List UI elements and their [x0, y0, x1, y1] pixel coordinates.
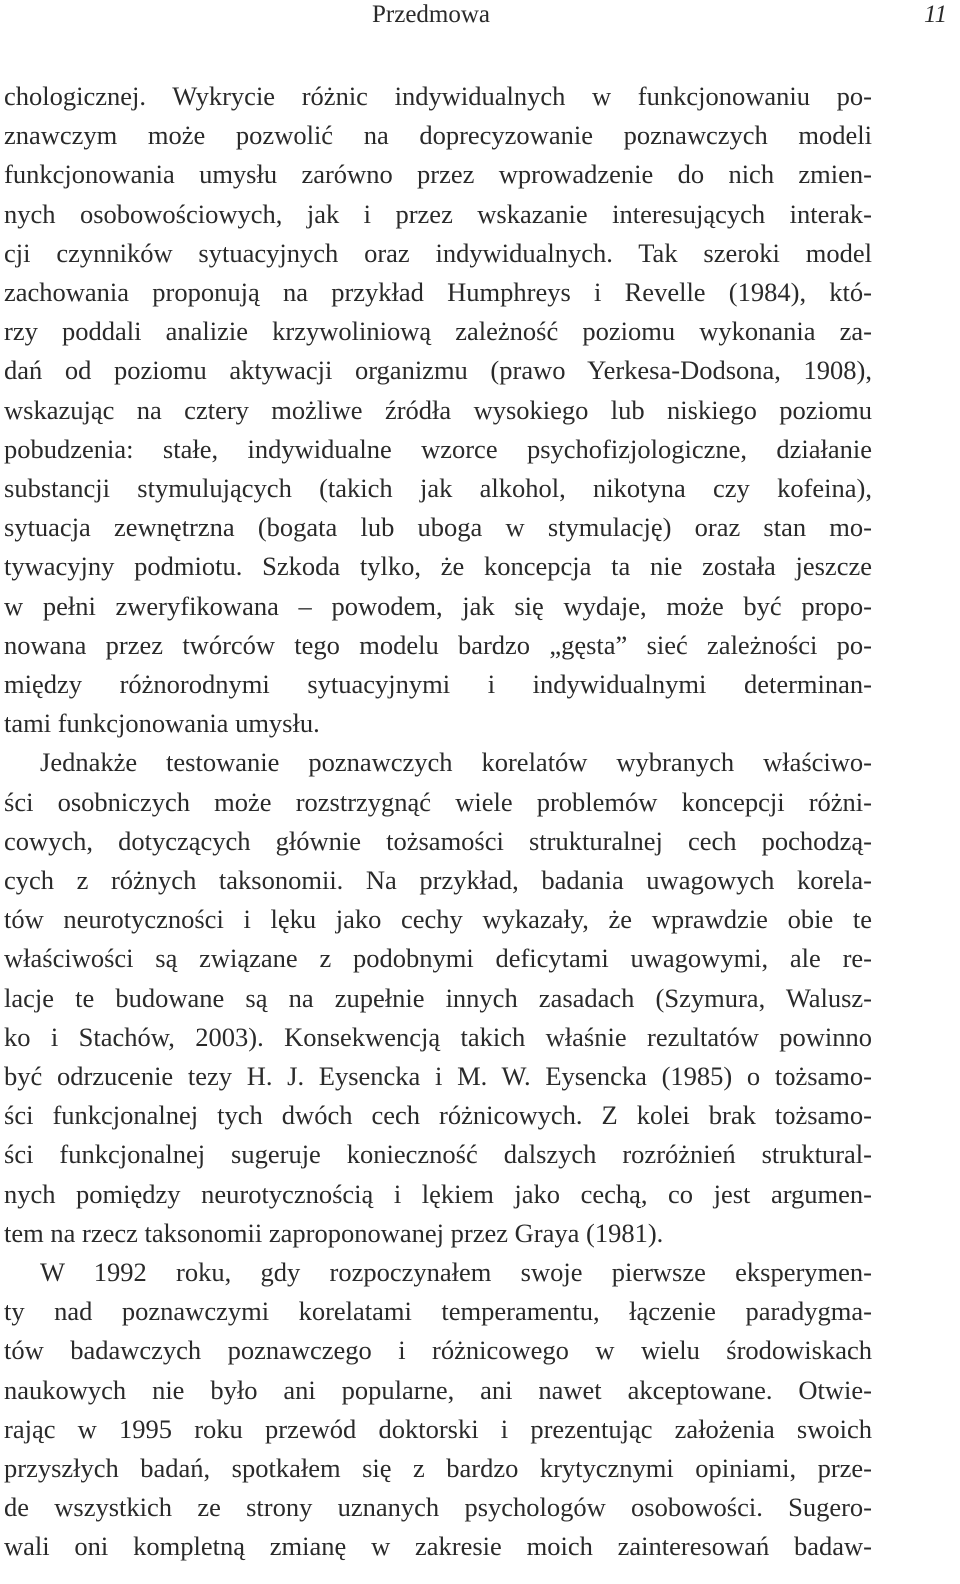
text-line: dań od poziomu aktywacji organizmu (prawo Yerkesa-Dodsona, 1908), — [4, 355, 872, 386]
text-line: wskazując na cztery możliwe źródła wysokiego lub niskiego poziomu — [4, 394, 872, 425]
running-title: Przedmowa — [372, 1, 491, 28]
text-line: Jednakże testowanie poznawczych korelatów wybranych właściwo- — [40, 747, 872, 778]
text-line: ko i Stachów, 2003). Konsekwencją takich właśnie rezultatów powinno — [4, 1021, 872, 1052]
text-line: nowana przez twórców tego modelu bardzo „gęsta” sieć zależności po- — [4, 629, 872, 660]
text-line: zachowania proponują na przykład Humphreys i Revelle (1984), któ- — [4, 277, 872, 307]
text-line: wali oni kompletną zmianę w zakresie moich zainteresowań badaw- — [4, 1531, 872, 1562]
text-line: rzy poddali analizie krzywoliniową zależność poziomu wykonania za- — [4, 316, 872, 347]
text-line: ści funkcjonalnej tych dwóch cech różnicowych. Z kolei brak tożsamo- — [4, 1100, 872, 1131]
text-line: funkcjonowania umysłu zarówno przez wprowadzenie do nich zmien- — [4, 159, 872, 190]
text-line: W 1992 roku, gdy rozpoczynałem swoje pierwsze eksperymen- — [40, 1257, 872, 1287]
text-line: między różnorodnymi sytuacyjnymi i indywidualnymi determinan- — [4, 669, 872, 699]
text-line: tów badawczych poznawczego i różnicowego w wielu środowiskach — [4, 1335, 872, 1366]
running-head — [0, 0, 960, 40]
text-line: cych z różnych taksonomii. Na przykład, badania uwagowych korela- — [4, 865, 872, 895]
text-line: ty nad poznawczymi korelatami temperamentu, łączenie paradygma- — [4, 1296, 872, 1327]
page-number: 11 — [924, 1, 948, 28]
text-line: rając w 1995 roku przewód doktorski i prezentując założenia swoich — [4, 1413, 872, 1444]
text-line: nych pomiędzy neurotycznością i lękiem jako cechą, co jest argumen- — [4, 1178, 872, 1209]
text-line: tów neurotyczności i lęku jako cechy wykazały, że wprawdzie obie te — [4, 904, 872, 935]
text-line: być odrzucenie tezy H. J. Eysencka i M. W. Eysencka (1985) o tożsamo- — [4, 1061, 872, 1091]
text-line: ści osobniczych może rozstrzygnąć wiele problemów koncepcji różni- — [4, 786, 872, 817]
text-line: tami funkcjonowania umysłu. — [4, 708, 320, 739]
text-line: w pełni zweryfikowana – powodem, jak się wydaje, może być propo- — [4, 590, 872, 621]
text-line: ści funkcjonalnej sugeruje konieczność dalszych rozróżnień struktural- — [4, 1139, 872, 1170]
text-line: tem na rzecz taksonomii zaproponowanej przez Graya (1981). — [4, 1217, 664, 1248]
text-line: chologicznej. Wykrycie różnic indywidualnych w funkcjonowaniu po- — [4, 81, 872, 111]
text-line: de wszystkich ze strony uznanych psychologów osobowości. Sugero- — [4, 1492, 872, 1523]
text-line: substancji stymulujących (takich jak alkohol, nikotyna czy kofeina), — [4, 473, 872, 503]
text-line: przyszłych badań, spotkałem się z bardzo krytycznymi opiniami, prze- — [4, 1453, 872, 1483]
text-line: nych osobowościowych, jak i przez wskazanie interesujących interak- — [4, 198, 872, 229]
text-line: naukowych nie było ani popularne, ani nawet akceptowane. Otwie- — [4, 1374, 872, 1405]
text-line: cji czynników sytuacyjnych oraz indywidualnych. Tak szeroki model — [4, 237, 872, 268]
text-line: cowych, dotyczących głównie tożsamości strukturalnej cech pochodzą- — [4, 825, 872, 856]
text-line: sytuacja zewnętrzna (bogata lub uboga w stymulację) oraz stan mo- — [4, 512, 872, 543]
text-line: pobudzenia: stałe, indywidualne wzorce psychofizjologiczne, działanie — [4, 433, 872, 464]
text-line: właściwości są związane z podobnymi deficytami uwagowymi, ale re- — [4, 943, 872, 974]
text-line: znawczym może pozwolić na doprecyzowanie poznawczych modeli — [4, 120, 872, 151]
text-line: tywacyjny podmiotu. Szkoda tylko, że koncepcja ta nie została jeszcze — [4, 551, 872, 582]
text-line: lacje te budowane są na zupełnie innych zasadach (Szymura, Walusz- — [4, 982, 872, 1013]
